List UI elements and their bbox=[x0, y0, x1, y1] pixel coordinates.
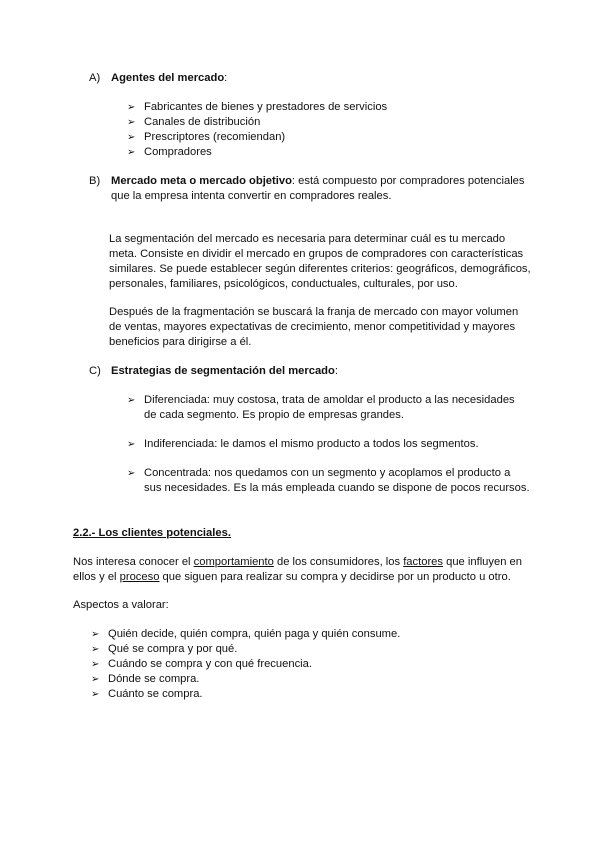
section-heading-clientes: 2.2.- Los clientes potenciales. bbox=[73, 527, 231, 539]
section-b-line2: que la empresa intenta convertir en compradores reales. bbox=[111, 190, 392, 202]
arrow-bullet-icon: ➢ bbox=[127, 102, 136, 113]
section-c-title: Estrategias de segmentación del mercado bbox=[111, 365, 335, 377]
arrow-bullet-icon: ➢ bbox=[127, 395, 136, 406]
fragmentation-paragraph bbox=[109, 305, 518, 350]
arrow-bullet-icon: ➢ bbox=[127, 132, 136, 143]
section-b-title: Mercado meta o mercado objetivo bbox=[111, 175, 292, 187]
underlined-term: factores bbox=[403, 556, 443, 568]
paragraph-line: Después de la fragmentación se buscará la franja de mercado con mayor volumen bbox=[109, 306, 519, 318]
strategy-item-diferenciada: ➢ Diferenciada: muy costosa, trata de amoldar el producto a las necesidades de cada segmento. Es propio de empresas grandes. bbox=[127, 394, 515, 421]
arrow-bullet-icon: ➢ bbox=[91, 674, 100, 685]
paragraph-line: de ventas, mayores expectativas de crecimiento, menor competitividad y mayores bbox=[109, 321, 516, 333]
aspects-label: Aspectos a valorar: bbox=[73, 599, 169, 611]
aspects-list bbox=[91, 627, 400, 702]
section-a-title: Agentes del mercado bbox=[111, 72, 225, 84]
list-item: ➢ Compradores bbox=[127, 146, 212, 158]
list-item: ➢ Cuándo se compra y con qué frecuencia. bbox=[91, 658, 312, 670]
arrow-bullet-icon: ➢ bbox=[127, 117, 136, 128]
section-a-list bbox=[127, 100, 387, 160]
segmentation-paragraph bbox=[109, 232, 531, 292]
paragraph-line: Nos interesa conocer el comportamiento de los consumidores, los factores que influyen en bbox=[73, 556, 522, 568]
list-item: ➢ Quién decide, quién compra, quién paga y quién consume. bbox=[91, 628, 401, 640]
arrow-bullet-icon: ➢ bbox=[91, 644, 100, 655]
list-item: ➢ Canales de distribución bbox=[127, 116, 261, 128]
section-a-suffix: : bbox=[224, 72, 228, 84]
paragraph-line: La segmentación del mercado es necesaria para determinar cuál es tu mercado bbox=[109, 233, 506, 245]
paragraph-line: ellos y el proceso que siguen para realizar su compra y decidirse por un producto u otro. bbox=[73, 571, 511, 583]
underlined-term: comportamiento bbox=[193, 556, 274, 568]
list-item: ➢ Fabricantes de bienes y prestadores de servicios bbox=[127, 101, 388, 113]
arrow-bullet-icon: ➢ bbox=[127, 147, 136, 158]
underlined-term: proceso bbox=[119, 571, 160, 583]
arrow-bullet-icon: ➢ bbox=[91, 689, 100, 700]
strategy-item-indiferenciada: ➢ Indiferenciada: le damos el mismo producto a todos los segmentos. bbox=[127, 438, 479, 450]
section-a-heading bbox=[89, 71, 227, 86]
paragraph-line: beneficios para dirigirse a él. bbox=[109, 336, 252, 348]
arrow-bullet-icon: ➢ bbox=[91, 659, 100, 670]
section-b-heading bbox=[89, 174, 525, 189]
section-c-heading bbox=[89, 364, 338, 379]
list-item: ➢ Cuánto se compra. bbox=[91, 688, 203, 700]
strategy-item-concentrada: ➢ Concentrada: nos quedamos con un segmento y acoplamos el producto a sus necesidades. Es la más empleada cuando se dispone de pocos recursos. bbox=[127, 467, 530, 494]
section-b-text: : está compuesto por compradores potenciales bbox=[291, 175, 525, 187]
list-item: ➢ Prescriptores (recomiendan) bbox=[127, 131, 286, 143]
section-b-marker: B) bbox=[89, 175, 101, 187]
section-a-marker: A) bbox=[89, 72, 101, 84]
paragraph-line: similares. Se puede establecer según diferentes criterios: geográficos, demográficos, bbox=[109, 263, 531, 275]
arrow-bullet-icon: ➢ bbox=[91, 629, 100, 640]
list-item: ➢ Qué se compra y por qué. bbox=[91, 643, 238, 655]
section-c-marker: C) bbox=[89, 365, 101, 377]
arrow-bullet-icon: ➢ bbox=[127, 468, 136, 479]
clientes-intro bbox=[73, 555, 522, 585]
list-item: ➢ Dónde se compra. bbox=[91, 673, 200, 685]
section-c-suffix: : bbox=[334, 365, 338, 377]
arrow-bullet-icon: ➢ bbox=[127, 439, 136, 450]
paragraph-line: personales, familiares, psicológicos, conductuales, culturales, por uso. bbox=[109, 278, 458, 290]
paragraph-line: meta. Consiste en dividir el mercado en grupos de compradores con características bbox=[109, 248, 524, 260]
